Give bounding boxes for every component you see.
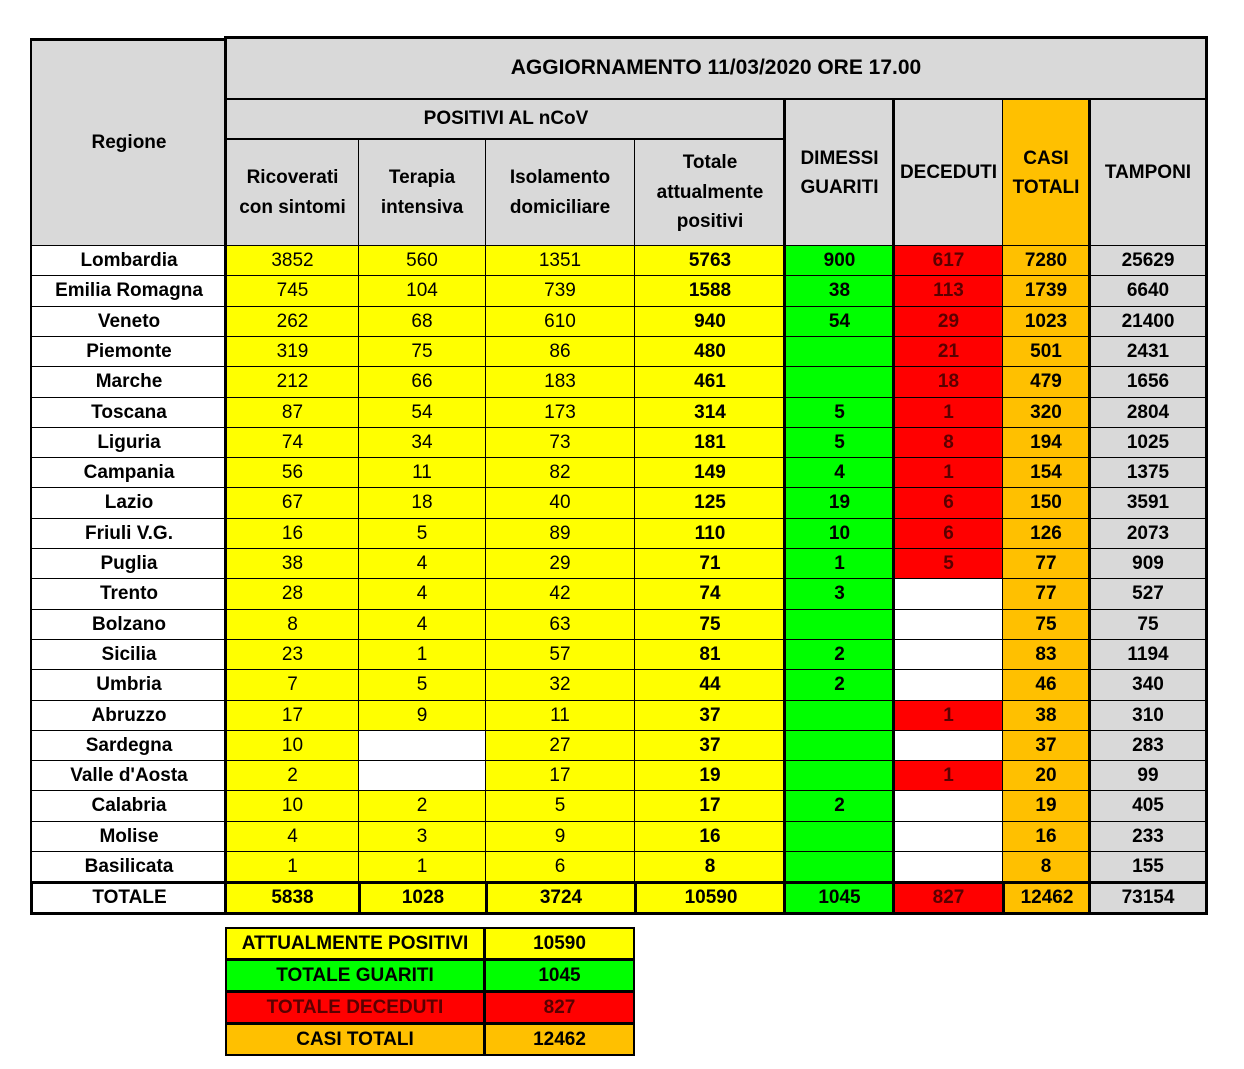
- cell-deceduti: 29: [892, 306, 1003, 337]
- cell-ricoverati: 56: [224, 457, 359, 488]
- summary-value: 827: [484, 991, 635, 1024]
- cell-totale-positivi: 75: [634, 609, 786, 640]
- cell-tamponi: 233: [1088, 821, 1208, 852]
- header-group-positivi: [224, 99, 786, 141]
- header-casi-totali: [1002, 99, 1090, 246]
- cell-tamponi: 340: [1088, 669, 1208, 701]
- cell-ricoverati: 17: [224, 700, 359, 731]
- cell-tamponi: 3591: [1088, 487, 1208, 519]
- header-totale-positivi: [634, 139, 786, 246]
- cell-regione: Abruzzo: [30, 700, 227, 731]
- header-tamponi: [1088, 99, 1208, 246]
- cell-tamponi: 155: [1088, 851, 1208, 882]
- cell-ricoverati: 7: [224, 669, 359, 701]
- cell-dimessi: 2: [783, 639, 894, 670]
- summary-label: TOTALE DECEDUTI: [225, 991, 485, 1024]
- summary-label: TOTALE GUARITI: [225, 959, 485, 992]
- cell-casi-totali: 46: [1002, 669, 1090, 701]
- cell-dimessi: 3: [783, 578, 894, 610]
- cell-regione: Puglia: [30, 548, 227, 579]
- cell-casi-totali: 7280: [1002, 245, 1090, 276]
- cell-terapia: 4: [358, 609, 486, 640]
- cell-tamponi: 527: [1088, 578, 1208, 610]
- cell-totale-positivi: 37: [634, 730, 786, 761]
- cell-regione: Molise: [30, 821, 227, 852]
- cell-tamponi: 283: [1088, 730, 1208, 761]
- cell-totale-positivi: 16: [634, 821, 786, 852]
- cell-terapia: 34: [358, 427, 486, 458]
- cell-deceduti: 1: [892, 700, 1003, 731]
- cell-regione: Lombardia: [30, 245, 227, 276]
- cell-terapia: 75: [358, 336, 486, 367]
- cell-casi-totali: 77: [1002, 578, 1090, 610]
- cell-ricoverati: 74: [224, 427, 359, 458]
- cell-isolamento: 57: [485, 639, 635, 670]
- cell-tamponi: 1656: [1088, 366, 1208, 398]
- cell-casi-totali: 37: [1002, 730, 1090, 761]
- cell-ricoverati: 2: [224, 760, 359, 791]
- cell-dimessi: 900: [783, 245, 894, 276]
- cell-dimessi: 5: [783, 427, 894, 458]
- cell-regione: Sardegna: [30, 730, 227, 761]
- cell-deceduti: 1: [892, 397, 1003, 428]
- cell-ricoverati: 28: [224, 578, 359, 610]
- cell-terapia: 1: [358, 851, 486, 882]
- cell-regione: Lazio: [30, 487, 227, 519]
- cell-dimessi: [783, 760, 894, 791]
- cell-terapia: 1: [358, 639, 486, 670]
- cell-isolamento: 82: [485, 457, 635, 488]
- cell-ricoverati: 3852: [224, 245, 359, 276]
- cell-regione: Umbria: [30, 669, 227, 701]
- header-terapia-line2: intensiva: [380, 196, 464, 218]
- cell-ricoverati: 23: [224, 639, 359, 670]
- cell-ricoverati: 67: [224, 487, 359, 519]
- cell-deceduti: [892, 821, 1003, 852]
- cell-totale-positivi: 37: [634, 700, 786, 731]
- header-casi-line1: CASI: [1023, 148, 1069, 169]
- cell-deceduti: [892, 851, 1003, 882]
- cell-ricoverati: 16: [224, 518, 359, 549]
- cell-casi-totali: 83: [1002, 639, 1090, 670]
- cell-totale-positivi: 461: [634, 366, 786, 398]
- cell-tamponi: 21400: [1088, 306, 1208, 337]
- cell-isolamento: 173: [485, 397, 635, 428]
- cell-deceduti: [892, 730, 1003, 761]
- cell-regione: Sicilia: [30, 639, 227, 670]
- cell-totale-positivi: 940: [634, 306, 786, 337]
- cell-dimessi: [783, 730, 894, 761]
- cell-dimessi: 1: [783, 548, 894, 579]
- cell-totale-positivi: 110: [634, 518, 786, 549]
- summary-label: ATTUALMENTE POSITIVI: [225, 927, 485, 960]
- cell-regione: Trento: [30, 578, 227, 610]
- cell-tamponi: 99: [1088, 760, 1208, 791]
- cell-totale-positivi: 81: [634, 639, 786, 670]
- cell-regione: Friuli V.G.: [30, 518, 227, 549]
- header-terapia: [358, 139, 486, 246]
- cell-isolamento: 86: [485, 336, 635, 367]
- cell-casi-totali: 19: [1002, 790, 1090, 822]
- cell-terapia: 4: [358, 548, 486, 579]
- cell-dimessi: 54: [783, 306, 894, 337]
- cell-tamponi: 310: [1088, 700, 1208, 731]
- cell-tamponi: 6640: [1088, 275, 1208, 307]
- cell-deceduti: 1: [892, 760, 1003, 791]
- cell-ricoverati: 4: [224, 821, 359, 852]
- cell-tamponi: 2431: [1088, 336, 1208, 367]
- header-tamponi-label: TAMPONI: [1104, 162, 1192, 183]
- header-isolamento: [485, 139, 635, 246]
- cell-casi-totali: 150: [1002, 487, 1090, 519]
- cell-casi-totali: 77: [1002, 548, 1090, 579]
- header-regione-label: Regione: [91, 132, 167, 154]
- cell-isolamento: 63: [485, 609, 635, 640]
- cell-deceduti: 18: [892, 366, 1003, 398]
- header-terapia-line1: Terapia: [388, 167, 456, 189]
- cell-terapia: 3: [358, 821, 486, 852]
- cell-terapia: 18: [358, 487, 486, 519]
- cell-dimessi: 10: [783, 518, 894, 549]
- cell-isolamento: 89: [485, 518, 635, 549]
- header-dimessi: [783, 99, 894, 246]
- cell-dimessi: [783, 700, 894, 731]
- summary-value: 12462: [484, 1023, 635, 1056]
- totale-cell-deceduti: 827: [892, 881, 1003, 915]
- cell-regione: Bolzano: [30, 609, 227, 640]
- cell-ricoverati: 212: [224, 366, 359, 398]
- cell-isolamento: 29: [485, 548, 635, 579]
- cell-tamponi: 25629: [1088, 245, 1208, 276]
- header-totale-line2: attualmente: [656, 181, 764, 203]
- cell-totale-positivi: 44: [634, 669, 786, 701]
- cell-dimessi: 38: [783, 275, 894, 307]
- cell-regione: Toscana: [30, 397, 227, 428]
- cell-isolamento: 73: [485, 427, 635, 458]
- cell-dimessi: 19: [783, 487, 894, 519]
- header-deceduti: [892, 99, 1003, 246]
- header-dimessi-line2: GUARITI: [800, 177, 879, 199]
- cell-casi-totali: 126: [1002, 518, 1090, 549]
- cell-isolamento: 11: [485, 700, 635, 731]
- cell-isolamento: 5: [485, 790, 635, 822]
- header-isolamento-line1: Isolamento: [509, 167, 611, 189]
- header-dimessi-line1: DIMESSI: [800, 148, 879, 169]
- cell-casi-totali: 501: [1002, 336, 1090, 367]
- cell-totale-positivi: 71: [634, 548, 786, 579]
- cell-terapia: [358, 730, 486, 761]
- cell-deceduti: [892, 578, 1003, 610]
- header-regione: [30, 38, 227, 246]
- cell-terapia: 4: [358, 578, 486, 610]
- cell-ricoverati: 1: [224, 851, 359, 882]
- cell-totale-positivi: 480: [634, 336, 786, 367]
- cell-totale-positivi: 5763: [634, 245, 786, 276]
- cell-regione: Liguria: [30, 427, 227, 458]
- summary-value: 10590: [484, 927, 635, 960]
- cell-dimessi: [783, 609, 894, 640]
- cell-casi-totali: 16: [1002, 821, 1090, 852]
- header-ricoverati-line1: Ricoverati: [246, 167, 339, 189]
- cell-dimessi: 2: [783, 669, 894, 701]
- cell-tamponi: 2804: [1088, 397, 1208, 428]
- cell-casi-totali: 154: [1002, 457, 1090, 488]
- totale-cell-casi-totali: 12462: [1002, 881, 1090, 915]
- cell-casi-totali: 479: [1002, 366, 1090, 398]
- cell-totale-positivi: 74: [634, 578, 786, 610]
- cell-deceduti: [892, 639, 1003, 670]
- cell-ricoverati: 262: [224, 306, 359, 337]
- cell-terapia: 5: [358, 518, 486, 549]
- cell-casi-totali: 20: [1002, 760, 1090, 791]
- cell-isolamento: 9: [485, 821, 635, 852]
- cell-deceduti: 113: [892, 275, 1003, 307]
- cell-ricoverati: 38: [224, 548, 359, 579]
- cell-deceduti: 6: [892, 518, 1003, 549]
- header-group-positivi-label: POSITIVI AL nCoV: [423, 108, 589, 130]
- cell-casi-totali: 194: [1002, 427, 1090, 458]
- totale-cell-isolamento: 3724: [485, 881, 635, 915]
- cell-isolamento: 27: [485, 730, 635, 761]
- cell-ricoverati: 8: [224, 609, 359, 640]
- cell-dimessi: 4: [783, 457, 894, 488]
- cell-terapia: 560: [358, 245, 486, 276]
- cell-tamponi: 75: [1088, 609, 1208, 640]
- totale-cell-ricoverati: 5838: [224, 881, 359, 915]
- cell-tamponi: 2073: [1088, 518, 1208, 549]
- cell-terapia: 5: [358, 669, 486, 701]
- cell-regione: Veneto: [30, 306, 227, 337]
- totale-cell-tamponi: 73154: [1088, 881, 1208, 915]
- cell-isolamento: 40: [485, 487, 635, 519]
- cell-totale-positivi: 149: [634, 457, 786, 488]
- cell-totale-positivi: 314: [634, 397, 786, 428]
- cell-isolamento: 183: [485, 366, 635, 398]
- cell-casi-totali: 8: [1002, 851, 1090, 882]
- cell-ricoverati: 745: [224, 275, 359, 307]
- cell-totale-positivi: 1588: [634, 275, 786, 307]
- cell-terapia: [358, 760, 486, 791]
- header-ricoverati-line2: con sintomi: [239, 196, 346, 218]
- totale-cell-dimessi: 1045: [783, 881, 894, 915]
- cell-totale-positivi: 181: [634, 427, 786, 458]
- cell-deceduti: 21: [892, 336, 1003, 367]
- cell-dimessi: [783, 851, 894, 882]
- cell-tamponi: 405: [1088, 790, 1208, 822]
- cell-casi-totali: 320: [1002, 397, 1090, 428]
- cell-regione: Calabria: [30, 790, 227, 822]
- cell-totale-positivi: 8: [634, 851, 786, 882]
- cell-casi-totali: 1739: [1002, 275, 1090, 307]
- cell-deceduti: 617: [892, 245, 1003, 276]
- cell-regione: Emilia Romagna: [30, 275, 227, 307]
- cell-terapia: 104: [358, 275, 486, 307]
- cell-deceduti: 5: [892, 548, 1003, 579]
- cell-deceduti: 8: [892, 427, 1003, 458]
- cell-terapia: 66: [358, 366, 486, 398]
- cell-terapia: 11: [358, 457, 486, 488]
- cell-isolamento: 739: [485, 275, 635, 307]
- cell-isolamento: 17: [485, 760, 635, 791]
- cell-totale-positivi: 17: [634, 790, 786, 822]
- cell-tamponi: 909: [1088, 548, 1208, 579]
- header-deceduti-label: DECEDUTI: [899, 162, 998, 183]
- header-totale-line3: positivi: [676, 211, 744, 233]
- cell-regione: Valle d'Aosta: [30, 760, 227, 791]
- cell-dimessi: [783, 821, 894, 852]
- cell-terapia: 9: [358, 700, 486, 731]
- cell-deceduti: 1: [892, 457, 1003, 488]
- cell-regione: Basilicata: [30, 851, 227, 882]
- cell-terapia: 68: [358, 306, 486, 337]
- totale-cell-regione: TOTALE: [30, 881, 227, 915]
- header-casi-line2: TOTALI: [1012, 177, 1080, 199]
- header-ricoverati: [224, 139, 359, 246]
- cell-casi-totali: 75: [1002, 609, 1090, 640]
- totale-cell-totale-positivi: 10590: [634, 881, 786, 915]
- summary-value: 1045: [484, 959, 635, 992]
- cell-tamponi: 1194: [1088, 639, 1208, 670]
- cell-regione: Campania: [30, 457, 227, 488]
- cell-deceduti: [892, 790, 1003, 822]
- page-title: [224, 36, 1208, 101]
- cell-dimessi: 5: [783, 397, 894, 428]
- cell-regione: Marche: [30, 366, 227, 398]
- totale-cell-terapia: 1028: [358, 881, 486, 915]
- cell-deceduti: 6: [892, 487, 1003, 519]
- cell-regione: Piemonte: [30, 336, 227, 367]
- cell-ricoverati: 10: [224, 730, 359, 761]
- cell-isolamento: 1351: [485, 245, 635, 276]
- cell-dimessi: [783, 366, 894, 398]
- cell-totale-positivi: 19: [634, 760, 786, 791]
- header-isolamento-line2: domiciliare: [509, 196, 611, 218]
- cell-deceduti: [892, 609, 1003, 640]
- cell-totale-positivi: 125: [634, 487, 786, 519]
- page-title-text: AGGIORNAMENTO 11/03/2020 ORE 17.00: [510, 56, 922, 80]
- cell-tamponi: 1375: [1088, 457, 1208, 488]
- cell-isolamento: 42: [485, 578, 635, 610]
- cell-dimessi: [783, 336, 894, 367]
- cell-casi-totali: 38: [1002, 700, 1090, 731]
- header-totale-line1: Totale: [682, 152, 738, 174]
- cell-terapia: 54: [358, 397, 486, 428]
- cell-isolamento: 6: [485, 851, 635, 882]
- cell-casi-totali: 1023: [1002, 306, 1090, 337]
- cell-dimessi: 2: [783, 790, 894, 822]
- cell-tamponi: 1025: [1088, 427, 1208, 458]
- cell-terapia: 2: [358, 790, 486, 822]
- summary-label: CASI TOTALI: [225, 1023, 485, 1056]
- cell-isolamento: 32: [485, 669, 635, 701]
- cell-ricoverati: 87: [224, 397, 359, 428]
- cell-ricoverati: 319: [224, 336, 359, 367]
- cell-isolamento: 610: [485, 306, 635, 337]
- cell-ricoverati: 10: [224, 790, 359, 822]
- cell-deceduti: [892, 669, 1003, 701]
